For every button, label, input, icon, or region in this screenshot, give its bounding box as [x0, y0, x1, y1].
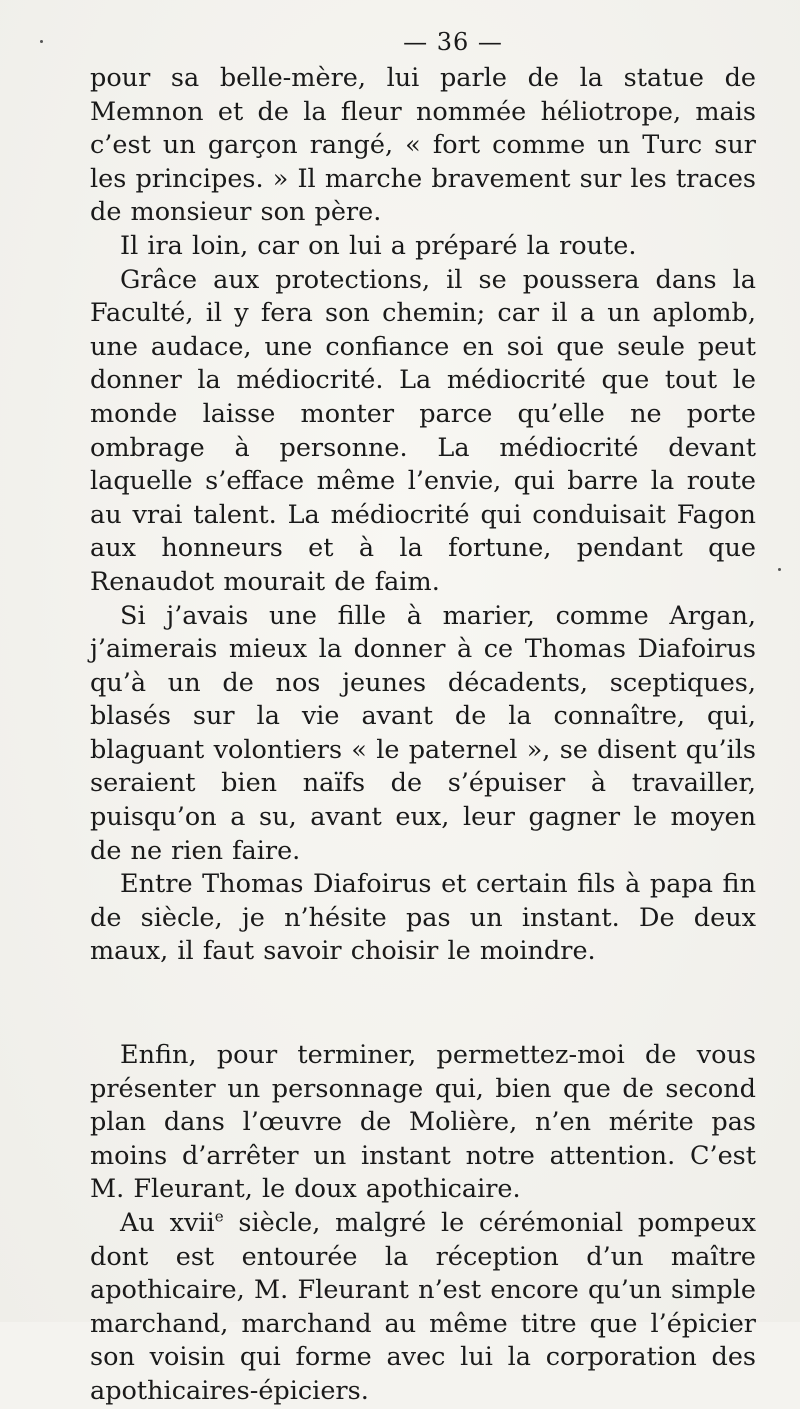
section-break: [90, 969, 756, 1039]
paragraph-4: Si j’avais une fille à marier, comme Argan, j’aimerais mieux la donner à ce Thomas Diafoirus qu’à un de nos jeunes décadents, sceptiques, blasés sur la vie avant de la connaître, qui, blaguant volontiers « le paternel », se disent qu’ils seraient bien naïfs de s’épuiser à travailler, puisqu’on a su, avant eux, leur gagner le moyen de ne rien faire.: [90, 600, 756, 866]
paragraph-1: pour sa belle-mère, lui parle de la statue de Memnon et de la fleur nommée héliotrope, mais c’est un garçon rangé, « fort comme un Turc sur les principes. » Il marche bravement sur les traces de monsieur son père.: [90, 63, 756, 228]
paragraph-7-text: siècle, malgré le cérémonial pompeux dont est entourée la réception d’un maître apothicaire, M. Fleurant n’est encore qu’un simple marchand, marchand au même titre que l’épicier son voisin qui forme avec lui la corporation des apothicaires-épiciers.: [90, 1208, 756, 1406]
scan-speck: [778, 568, 781, 571]
paragraph-7: [90, 1207, 756, 1409]
paragraph-3: Grâce aux protections, il se poussera dans la Faculté, il y fera son chemin; car il a un aplomb, une audace, une confiance en soi que seule peut donner la médiocrité. La médiocrité que tout le monde laisse monter parce qu’elle ne porte ombrage à personne. La médiocrité devant laquelle s’efface même l’envie, qui barre la route au vrai talent. La médiocrité qui conduisait Fagon aux honneurs et à la fortune, pendant que Renaudot mourait de faim.: [90, 264, 756, 597]
page-number: — 36 —: [403, 28, 503, 56]
paragraph-2: Il ira loin, car on lui a préparé la route.: [120, 230, 637, 261]
century-prefix: Au xvii: [120, 1208, 215, 1238]
paragraph-5: Entre Thomas Diafoirus et certain fils à papa fin de siècle, je n’hésite pas un instant. De deux maux, il faut savoir choisir le moindre.: [90, 869, 756, 967]
century-superscript: e: [214, 1207, 224, 1226]
paragraph-6: Enfin, pour terminer, permettez-moi de vous présenter un personnage qui, bien que de second plan dans l’œuvre de Molière, n’en mérite pas moins d’arrêter un instant notre attention. C’est M. Fleurant, le doux apothicaire.: [90, 1040, 756, 1205]
scan-speck: [40, 40, 43, 43]
